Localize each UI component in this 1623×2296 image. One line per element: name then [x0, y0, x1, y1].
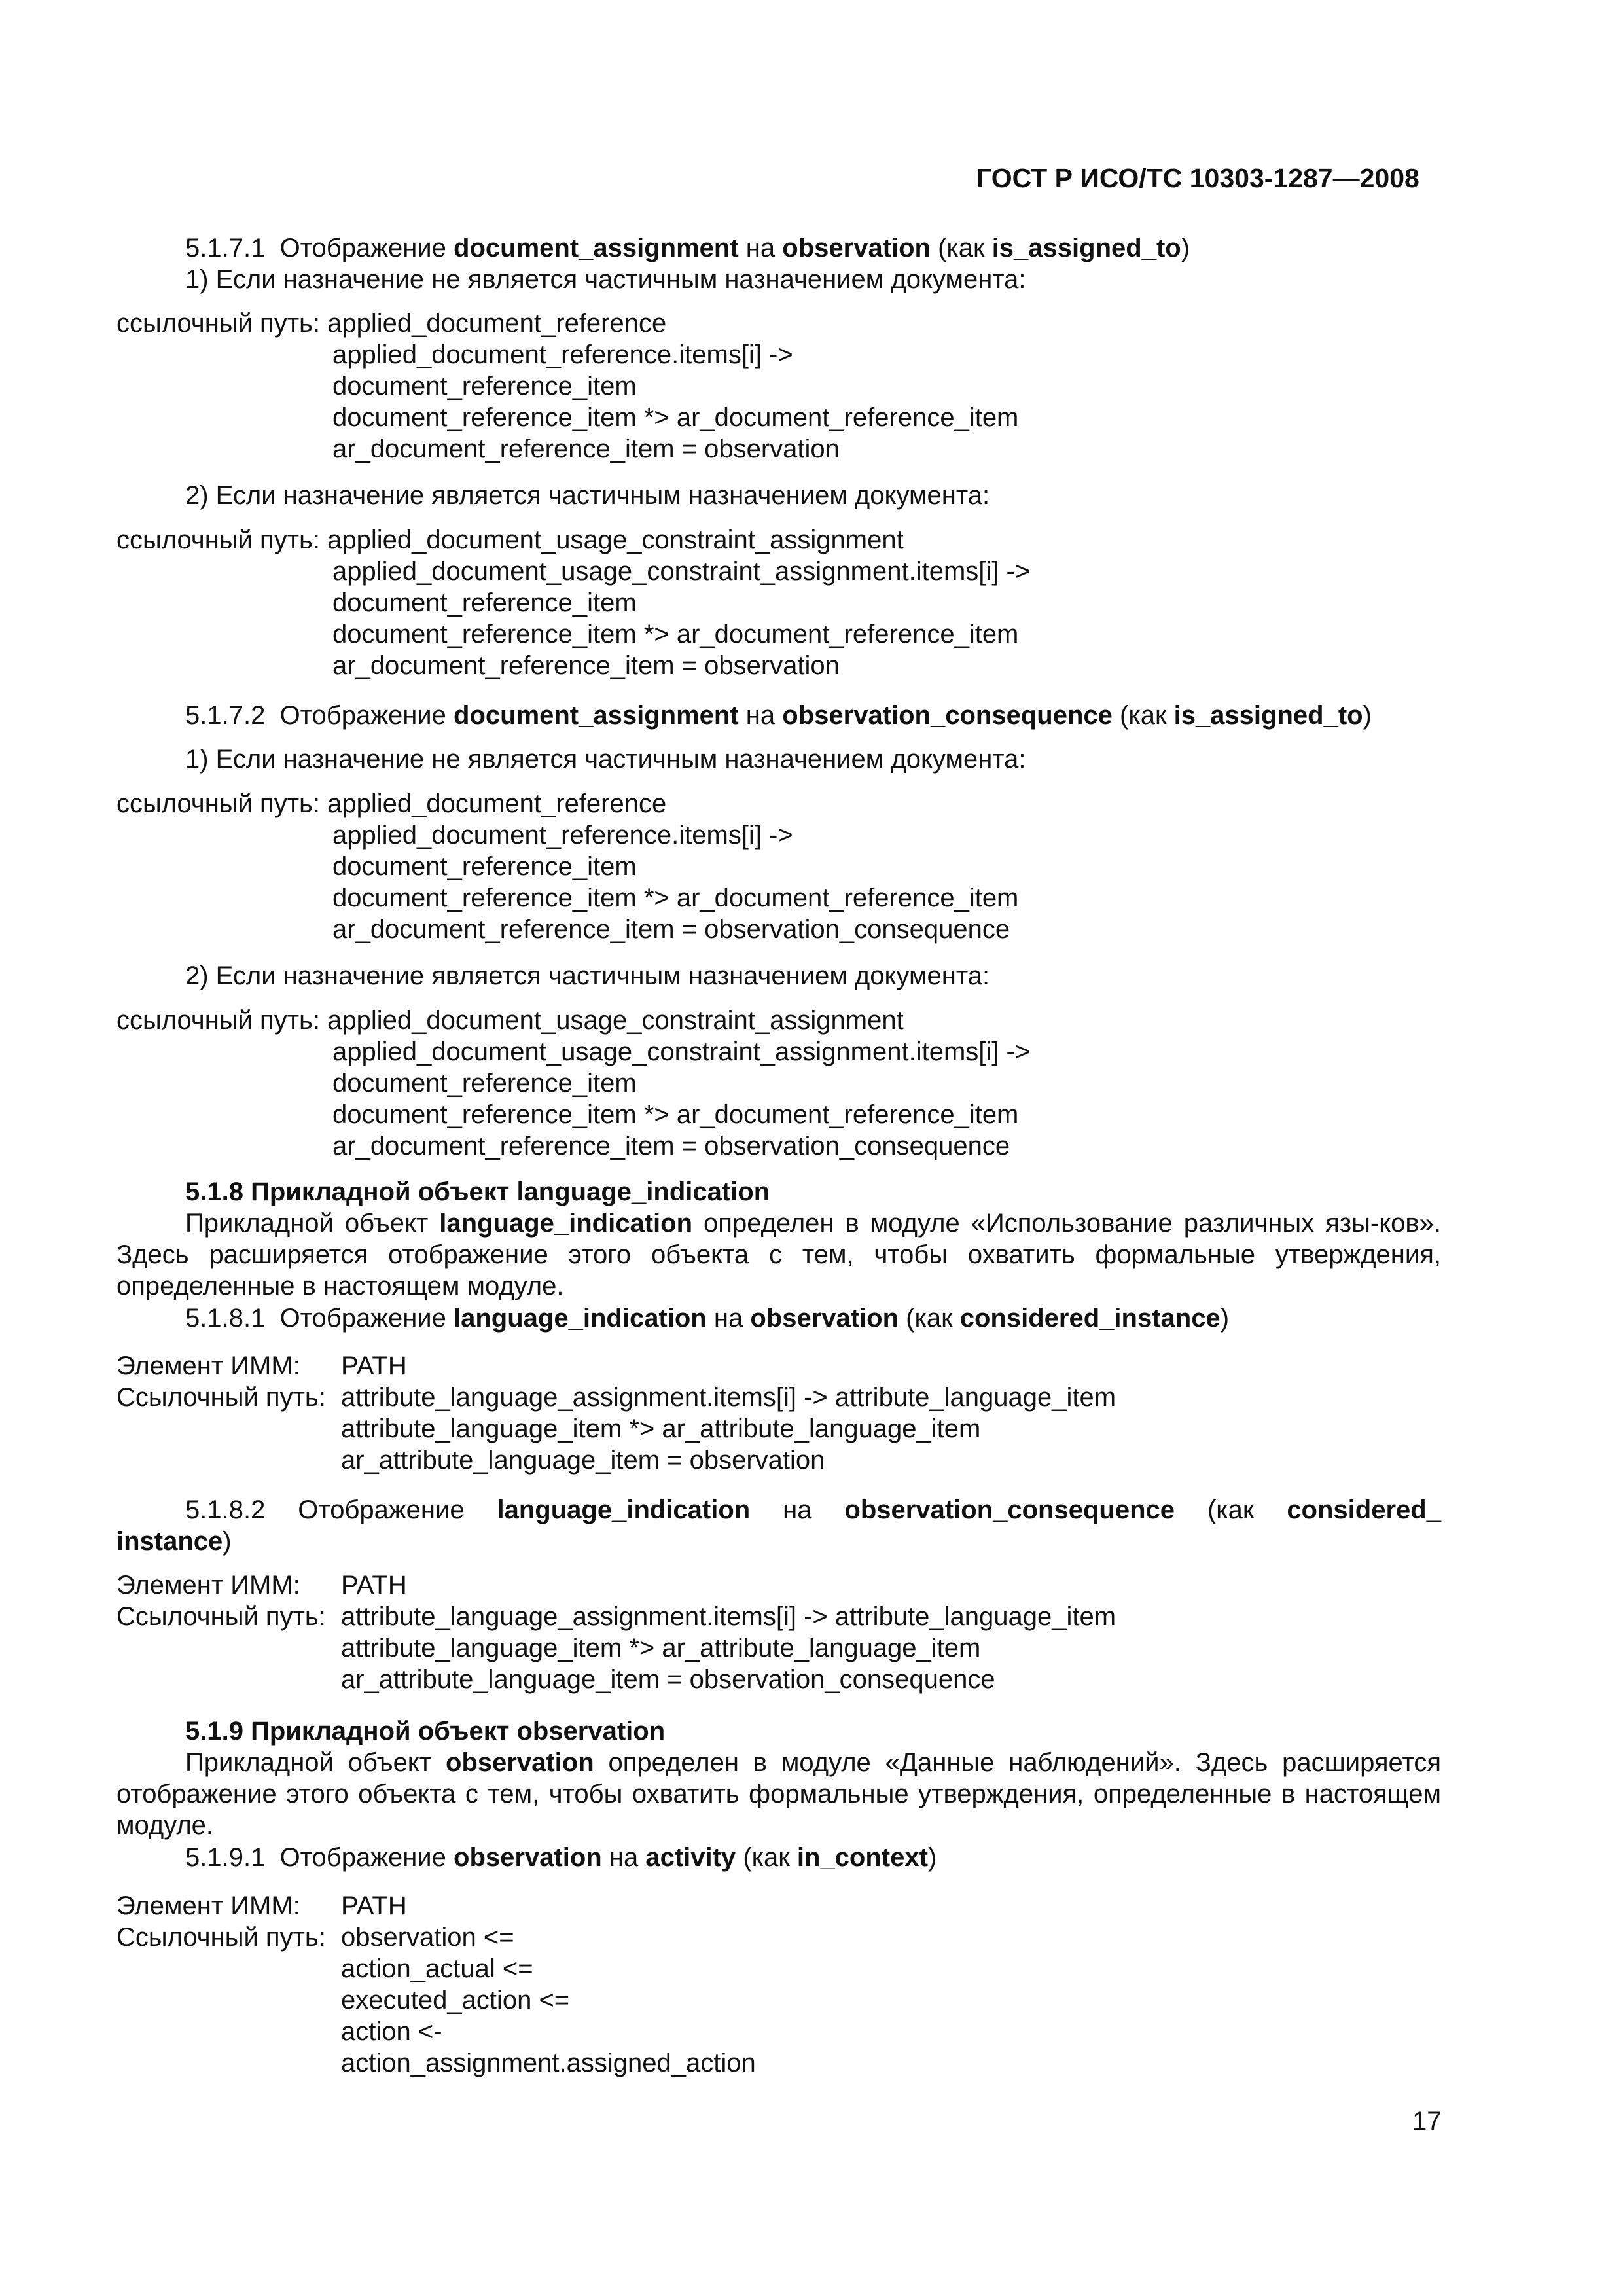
reference-path-line: ar_document_reference_item = observation	[332, 435, 840, 463]
reference-path-line: ar_attribute_language_item = observation	[341, 1446, 825, 1475]
case-1-text: 1) Если назначение не является частичным назначением документа:	[185, 265, 1026, 294]
aim-element-value: PATH	[341, 1892, 407, 1920]
aim-element-value: PATH	[341, 1571, 407, 1600]
aim-element-value: PATH	[341, 1352, 407, 1380]
case-2-text: 2) Если назначение является частичным назначением документа:	[185, 961, 990, 990]
reference-path-line: ar_attribute_language_item = observation_consequence	[341, 1665, 995, 1694]
reference-path-line: document_reference_item	[332, 588, 637, 617]
reference-path-line: document_reference_item	[332, 372, 637, 401]
case-1-text: 1) Если назначение не является частичным назначением документа:	[185, 745, 1026, 774]
reference-path-line: document_reference_item *> ar_document_reference_item	[332, 1100, 1019, 1129]
reference-path-line: ar_document_reference_item = observation_consequence	[332, 1132, 1010, 1160]
reference-path-line: attribute_language_item *> ar_attribute_language_item	[341, 1634, 981, 1662]
reference-path-line: ссылочный путь: applied_document_reference	[116, 309, 667, 338]
clause-5-1-7-2-title: 5.1.7.2 Отображение document_assignment на observation_consequence (как is_assigned_to)	[185, 701, 1372, 730]
reference-path-line: action_assignment.assigned_action	[341, 2049, 756, 2077]
reference-path-line: ar_document_reference_item = observation	[332, 651, 840, 680]
reference-path-line: applied_document_reference.items[i] ->	[332, 340, 793, 369]
clause-number: 5.1.8.2	[185, 1496, 266, 1524]
reference-path-label: Ссылочный путь:	[116, 1383, 326, 1412]
section-5-1-9-paragraph: Прикладной объект observation определен в модуле «Данные наблюдений». Здесь расширяется отображение этого объекта с тем, чтобы охватить формальные утверждения, определенные в настоящем модуле.	[116, 1748, 1441, 1840]
reference-path-line: attribute_language_assignment.items[i] -> attribute_language_item	[341, 1383, 1116, 1412]
reference-path-line: ссылочный путь: applied_document_usage_constraint_assignment	[116, 526, 904, 554]
reference-path-line: attribute_language_assignment.items[i] -> attribute_language_item	[341, 1602, 1116, 1631]
aim-element-label: Элемент ИММ:	[116, 1352, 300, 1380]
reference-path-line: applied_document_usage_constraint_assignment.items[i] ->	[332, 557, 1031, 586]
reference-path-line: applied_document_usage_constraint_assignment.items[i] ->	[332, 1037, 1031, 1066]
case-2-text: 2) Если назначение является частичным назначением документа:	[185, 481, 990, 510]
clause-5-1-8-2-title-cont: instance)	[116, 1527, 232, 1556]
reference-path-line: ссылочный путь: applied_document_usage_constraint_assignment	[116, 1006, 904, 1035]
section-5-1-8-paragraph: Прикладной объект language_indication определен в модуле «Использование различных язы-ков». Здесь расширяется отображение этого объекта с тем, чтобы охватить формальные утверждения, определенные в настоящем модуле.	[116, 1209, 1441, 1300]
aim-element-label: Элемент ИММ:	[116, 1571, 300, 1600]
clause-number: 5.1.7.2	[185, 701, 266, 730]
reference-path-line: document_reference_item *> ar_document_reference_item	[332, 884, 1019, 912]
reference-path-line: applied_document_reference.items[i] ->	[332, 821, 793, 850]
section-5-1-8-heading: 5.1.8 Прикладной объект language_indication	[185, 1177, 770, 1206]
clause-5-1-8-2-title: 5.1.8.2 Отображение language_indication на observation_consequence (как considered_	[185, 1496, 1441, 1524]
section-5-1-9-heading: 5.1.9 Прикладной объект observation	[185, 1717, 666, 1746]
reference-path-line: ar_document_reference_item = observation_consequence	[332, 915, 1010, 944]
reference-path-line: observation <=	[341, 1923, 514, 1952]
aim-element-label: Элемент ИММ:	[116, 1892, 300, 1920]
reference-path-line: executed_action <=	[341, 1986, 570, 2015]
clause-number: 5.1.9.1	[185, 1843, 266, 1872]
reference-path-line: action_actual <=	[341, 1954, 533, 1983]
reference-path-label: Ссылочный путь:	[116, 1602, 326, 1631]
reference-path-line: document_reference_item	[332, 1069, 637, 1098]
clause-number: 5.1.8.1	[185, 1304, 266, 1333]
reference-path-line: document_reference_item *> ar_document_reference_item	[332, 403, 1019, 432]
reference-path-line: ссылочный путь: applied_document_reference	[116, 789, 667, 818]
page-number: 17	[1412, 2107, 1442, 2136]
reference-path-label: Ссылочный путь:	[116, 1923, 326, 1952]
document-number: ГОСТ Р ИСО/ТС 10303-1287—2008	[976, 163, 1419, 193]
clause-5-1-8-1-title: 5.1.8.1 Отображение language_indication на observation (как considered_instance)	[185, 1304, 1230, 1333]
reference-path-line: action <-	[341, 2017, 442, 2046]
clause-5-1-7-1-title: 5.1.7.1 Отображение document_assignment на observation (как is_assigned_to)	[185, 234, 1190, 262]
reference-path-line: document_reference_item	[332, 852, 637, 881]
reference-path-line: document_reference_item *> ar_document_reference_item	[332, 620, 1019, 649]
clause-number: 5.1.7.1	[185, 234, 266, 262]
reference-path-line: attribute_language_item *> ar_attribute_language_item	[341, 1414, 981, 1443]
clause-5-1-9-1-title: 5.1.9.1 Отображение observation на activity (как in_context)	[185, 1843, 937, 1872]
